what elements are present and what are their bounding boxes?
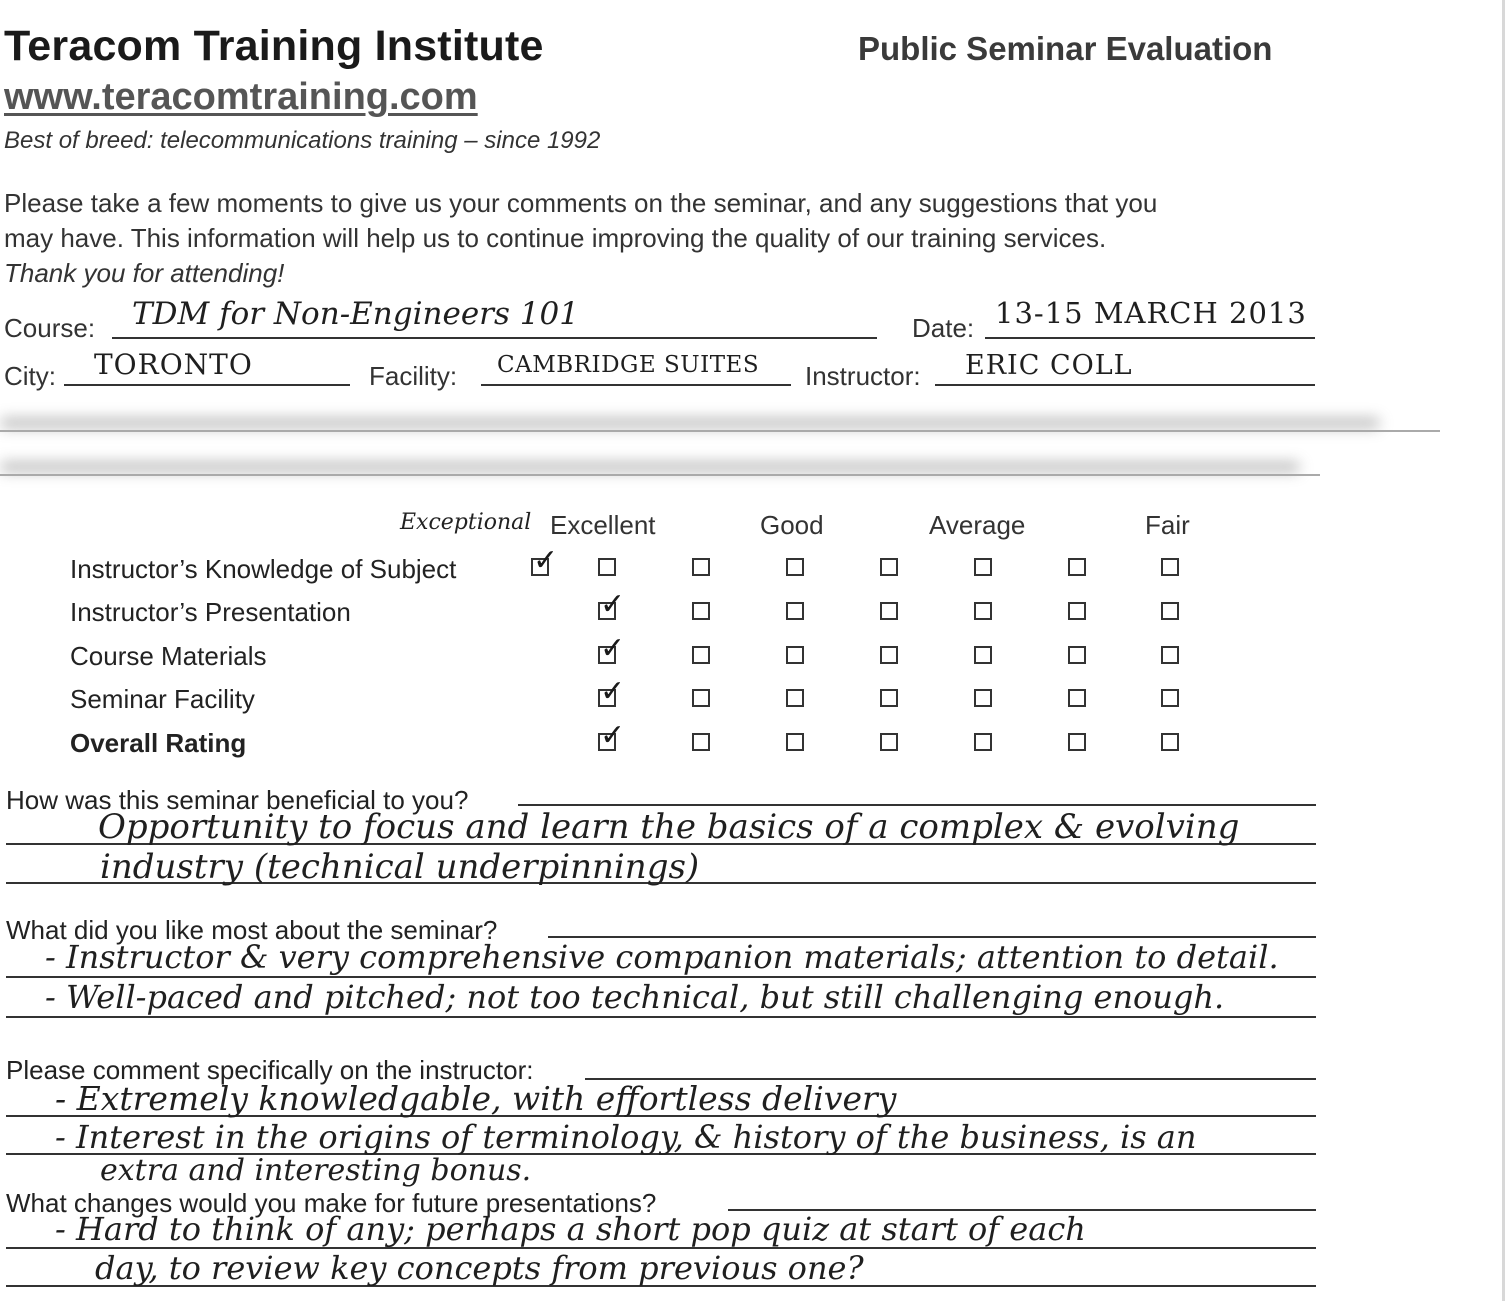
city-underline [64,384,350,386]
date-value[interactable]: 13-15 MARCH 2013 [995,296,1307,330]
q1-underline-0 [518,804,1316,806]
answer-instructor-3[interactable]: extra and interesting bonus. [100,1153,532,1188]
rating-checkbox[interactable] [1161,733,1179,751]
rating-checkbox[interactable] [1161,646,1179,664]
question-beneficial: How was this seminar beneficial to you? [6,785,469,815]
rating-checkbox[interactable] [692,733,710,751]
checkmark-icon: ✓ [533,543,559,578]
rating-checkbox[interactable] [880,733,898,751]
instructor-label: Instructor: [805,361,921,391]
rating-checkbox[interactable] [692,558,710,576]
rating-checkbox[interactable] [974,602,992,620]
question-liked: What did you like most about the seminar? [6,915,498,945]
rating-checkbox[interactable] [1068,733,1086,751]
rating-checkbox[interactable] [786,646,804,664]
row-presentation-label: Instructor’s Presentation [70,597,351,627]
rating-checkbox[interactable] [598,558,616,576]
rating-checkbox[interactable] [692,689,710,707]
rating-checkbox[interactable] [1068,689,1086,707]
answer-liked-1[interactable]: - Instructor & very comprehensive companion materials; attention to detail. [45,938,1279,976]
col-excellent: Excellent [550,510,656,540]
instructor-value[interactable]: ERIC COLL [965,350,1133,381]
date-underline [985,337,1315,339]
redacted-underline-2 [0,474,1320,476]
redacted-underline-1 [0,430,1440,432]
course-value[interactable]: TDM for Non-Engineers 101 [132,296,579,332]
form-title: Public Seminar Evaluation [858,30,1273,67]
rating-checkbox[interactable] [880,646,898,664]
answer-beneficial-1[interactable]: Opportunity to focus and learn the basics of a complex & evolving [98,807,1240,847]
col-fair: Fair [1145,510,1190,540]
rating-checkbox[interactable] [1161,602,1179,620]
intro-line-2: may have. This information will help us to continue improving the quality of our training services. [4,223,1107,253]
answer-changes-2[interactable]: day, to review key concepts from previous one? [95,1249,864,1287]
facility-label: Facility: [369,361,458,391]
rating-checkbox[interactable] [880,689,898,707]
rating-checkbox[interactable] [880,558,898,576]
institute-title: Teracom Training Institute [4,22,544,70]
course-label: Course: [4,313,96,343]
redacted-line-1 [0,418,1380,428]
row-facility-label: Seminar Facility [70,684,255,714]
date-label: Date: [912,313,975,343]
row-overall-label: Overall Rating [70,728,247,758]
redacted-line-2 [0,462,1300,472]
tagline: Best of breed: telecommunications training – since 1992 [4,127,601,154]
answer-liked-2[interactable]: - Well-paced and pitched; not too technical, but still challenging enough. [45,978,1225,1016]
answer-instructor-1[interactable]: - Extremely knowledgable, with effortless delivery [55,1079,897,1118]
intro-line-3: Thank you for attending! [4,258,285,288]
intro-line-1: Please take a few moments to give us your comments on the seminar, and any suggestions that you [4,188,1158,218]
question-changes: What changes would you make for future presentations? [6,1188,657,1218]
exceptional-handwritten: Exceptional [400,510,532,535]
institute-url: www.teracomtraining.com [4,76,478,118]
rating-checkbox[interactable] [786,689,804,707]
facility-value[interactable]: CAMBRIDGE SUITES [497,352,760,378]
checkmark-icon: ✓ [600,718,626,753]
rating-checkbox[interactable] [786,602,804,620]
checkmark-icon: ✓ [600,587,626,622]
city-value[interactable]: TORONTO [94,348,253,381]
q2-underline-2 [6,1016,1316,1018]
answer-changes-1[interactable]: - Hard to think of any; perhaps a short pop quiz at start of each [55,1210,1086,1248]
intro-text [4,186,1304,291]
rating-checkbox[interactable] [974,558,992,576]
rating-checkbox[interactable] [1068,602,1086,620]
course-underline [112,337,877,339]
instructor-underline [935,384,1315,386]
checkmark-icon: ✓ [600,674,626,709]
rating-checkbox[interactable] [974,646,992,664]
checkmark-icon: ✓ [600,631,626,666]
city-label: City: [4,361,56,391]
row-materials-label: Course Materials [70,641,267,671]
answer-instructor-2[interactable]: - Interest in the origins of terminology, & history of the business, is an [55,1118,1197,1156]
rating-checkbox[interactable] [974,733,992,751]
facility-underline [481,384,791,386]
rating-checkbox[interactable] [786,733,804,751]
rating-checkbox[interactable] [974,689,992,707]
rating-checkbox[interactable] [786,558,804,576]
rating-checkbox[interactable] [692,602,710,620]
answer-beneficial-2[interactable]: industry (technical underpinnings) [100,847,700,887]
row-knowledge-label: Instructor’s Knowledge of Subject [70,554,457,584]
rating-checkbox[interactable] [1161,689,1179,707]
rating-checkbox[interactable] [1068,558,1086,576]
rating-checkbox[interactable] [880,602,898,620]
rating-checkbox[interactable] [1068,646,1086,664]
rating-checkbox[interactable] [1161,558,1179,576]
col-average: Average [929,510,1026,540]
rating-checkbox[interactable] [692,646,710,664]
question-instructor: Please comment specifically on the instructor: [6,1055,534,1085]
col-good: Good [760,510,824,540]
